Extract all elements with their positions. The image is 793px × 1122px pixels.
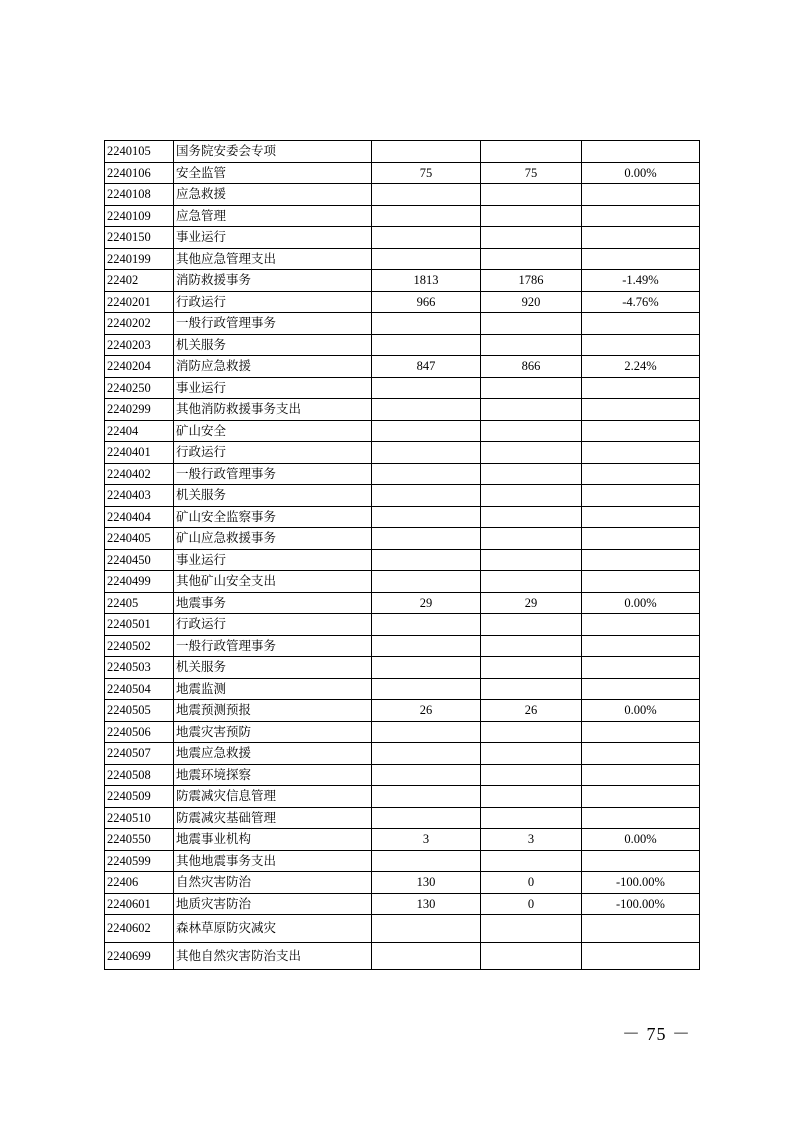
cell-change-rate <box>582 571 700 593</box>
cell-change-rate: 0.00% <box>582 700 700 722</box>
cell-change-rate <box>582 205 700 227</box>
cell-item-name: 一般行政管理事务 <box>174 313 372 335</box>
table-row <box>105 442 700 464</box>
table-row <box>105 356 700 378</box>
cell-change-rate: 0.00% <box>582 592 700 614</box>
cell-code: 2240199 <box>105 248 174 270</box>
cell-item-name: 行政运行 <box>174 291 372 313</box>
cell-change-rate <box>582 614 700 636</box>
cell-value-2 <box>481 571 582 593</box>
cell-value-2: 26 <box>481 700 582 722</box>
budget-table <box>104 140 700 970</box>
cell-change-rate <box>582 549 700 571</box>
cell-value-2 <box>481 807 582 829</box>
cell-value-1 <box>372 549 481 571</box>
cell-value-1 <box>372 420 481 442</box>
cell-value-2 <box>481 506 582 528</box>
cell-change-rate <box>582 635 700 657</box>
table-row <box>105 334 700 356</box>
cell-code: 2240202 <box>105 313 174 335</box>
table-row <box>105 506 700 528</box>
cell-value-1 <box>372 614 481 636</box>
cell-item-name: 地震预测预报 <box>174 700 372 722</box>
cell-change-rate <box>582 786 700 808</box>
cell-item-name: 地震事业机构 <box>174 829 372 851</box>
cell-value-1 <box>372 571 481 593</box>
cell-item-name: 其他自然灾害防治支出 <box>174 942 372 970</box>
cell-value-2 <box>481 205 582 227</box>
table-row <box>105 420 700 442</box>
cell-value-2 <box>481 549 582 571</box>
cell-item-name: 一般行政管理事务 <box>174 463 372 485</box>
cell-item-name: 防震减灾基础管理 <box>174 807 372 829</box>
table-row <box>105 829 700 851</box>
cell-item-name: 机关服务 <box>174 334 372 356</box>
cell-code: 2240602 <box>105 915 174 943</box>
cell-change-rate <box>582 420 700 442</box>
cell-change-rate: -100.00% <box>582 872 700 894</box>
cell-code: 2240204 <box>105 356 174 378</box>
cell-value-2 <box>481 313 582 335</box>
cell-item-name: 机关服务 <box>174 657 372 679</box>
cell-code: 2240403 <box>105 485 174 507</box>
table-body <box>105 141 700 970</box>
cell-value-1 <box>372 721 481 743</box>
cell-code: 2240599 <box>105 850 174 872</box>
cell-value-1 <box>372 248 481 270</box>
cell-value-2 <box>481 614 582 636</box>
cell-value-1 <box>372 377 481 399</box>
cell-value-2 <box>481 463 582 485</box>
cell-value-1 <box>372 678 481 700</box>
cell-value-2: 0 <box>481 872 582 894</box>
cell-change-rate <box>582 850 700 872</box>
table-row <box>105 592 700 614</box>
cell-value-1 <box>372 141 481 163</box>
cell-item-name: 事业运行 <box>174 377 372 399</box>
table-row <box>105 915 700 943</box>
cell-value-1 <box>372 942 481 970</box>
cell-change-rate <box>582 377 700 399</box>
cell-value-2: 1786 <box>481 270 582 292</box>
cell-code: 2240505 <box>105 700 174 722</box>
cell-change-rate <box>582 313 700 335</box>
cell-value-1: 3 <box>372 829 481 851</box>
cell-item-name: 消防救援事务 <box>174 270 372 292</box>
cell-item-name: 森林草原防灾减灾 <box>174 915 372 943</box>
cell-item-name: 其他地震事务支出 <box>174 850 372 872</box>
cell-code: 2240450 <box>105 549 174 571</box>
cell-value-1 <box>372 334 481 356</box>
cell-item-name: 矿山安全监察事务 <box>174 506 372 528</box>
cell-item-name: 国务院安委会专项 <box>174 141 372 163</box>
cell-value-2 <box>481 635 582 657</box>
cell-code: 22405 <box>105 592 174 614</box>
cell-code: 2240502 <box>105 635 174 657</box>
cell-code: 2240108 <box>105 184 174 206</box>
cell-code: 2240106 <box>105 162 174 184</box>
cell-change-rate: -100.00% <box>582 893 700 915</box>
cell-change-rate <box>582 657 700 679</box>
cell-value-1: 29 <box>372 592 481 614</box>
cell-code: 2240504 <box>105 678 174 700</box>
table-row <box>105 399 700 421</box>
cell-value-1 <box>372 442 481 464</box>
cell-code: 2240203 <box>105 334 174 356</box>
table-row <box>105 205 700 227</box>
cell-code: 2240507 <box>105 743 174 765</box>
cell-change-rate <box>582 743 700 765</box>
cell-item-name: 安全监管 <box>174 162 372 184</box>
cell-value-2: 29 <box>481 592 582 614</box>
cell-value-1 <box>372 915 481 943</box>
table-row <box>105 678 700 700</box>
cell-item-name: 其他消防救援事务支出 <box>174 399 372 421</box>
cell-value-1 <box>372 743 481 765</box>
cell-value-1 <box>372 227 481 249</box>
cell-value-1 <box>372 184 481 206</box>
cell-change-rate: -1.49% <box>582 270 700 292</box>
cell-value-2 <box>481 248 582 270</box>
table-row <box>105 786 700 808</box>
table-row <box>105 227 700 249</box>
cell-code: 2240499 <box>105 571 174 593</box>
table-row <box>105 743 700 765</box>
cell-code: 2240699 <box>105 942 174 970</box>
cell-code: 22406 <box>105 872 174 894</box>
table-row <box>105 141 700 163</box>
table-row <box>105 942 700 970</box>
cell-change-rate <box>582 915 700 943</box>
table-row <box>105 850 700 872</box>
cell-item-name: 应急救援 <box>174 184 372 206</box>
table-row <box>105 571 700 593</box>
cell-change-rate <box>582 485 700 507</box>
cell-item-name: 自然灾害防治 <box>174 872 372 894</box>
table-row <box>105 549 700 571</box>
cell-item-name: 其他应急管理支出 <box>174 248 372 270</box>
cell-change-rate <box>582 141 700 163</box>
cell-code: 2240405 <box>105 528 174 550</box>
table-row <box>105 807 700 829</box>
cell-value-2 <box>481 399 582 421</box>
cell-change-rate: 0.00% <box>582 829 700 851</box>
table-row <box>105 162 700 184</box>
cell-value-2 <box>481 141 582 163</box>
cell-code: 2240601 <box>105 893 174 915</box>
cell-value-2: 0 <box>481 893 582 915</box>
cell-value-1 <box>372 657 481 679</box>
cell-change-rate <box>582 248 700 270</box>
cell-value-1 <box>372 485 481 507</box>
cell-value-1: 966 <box>372 291 481 313</box>
cell-change-rate <box>582 442 700 464</box>
cell-change-rate <box>582 764 700 786</box>
cell-change-rate <box>582 399 700 421</box>
cell-code: 22402 <box>105 270 174 292</box>
cell-code: 2240250 <box>105 377 174 399</box>
cell-value-1: 130 <box>372 872 481 894</box>
cell-change-rate <box>582 942 700 970</box>
cell-item-name: 地震事务 <box>174 592 372 614</box>
page-number: － 75 － <box>622 1024 691 1044</box>
cell-code: 2240299 <box>105 399 174 421</box>
cell-change-rate: -4.76% <box>582 291 700 313</box>
cell-value-2: 75 <box>481 162 582 184</box>
cell-value-1: 1813 <box>372 270 481 292</box>
cell-value-2 <box>481 485 582 507</box>
cell-value-2 <box>481 764 582 786</box>
table-row <box>105 614 700 636</box>
cell-change-rate <box>582 678 700 700</box>
cell-code: 2240501 <box>105 614 174 636</box>
cell-change-rate: 0.00% <box>582 162 700 184</box>
cell-item-name: 消防应急救援 <box>174 356 372 378</box>
cell-value-2 <box>481 743 582 765</box>
cell-value-2 <box>481 657 582 679</box>
cell-code: 2240503 <box>105 657 174 679</box>
cell-value-1 <box>372 635 481 657</box>
cell-value-1 <box>372 313 481 335</box>
table-row <box>105 700 700 722</box>
cell-value-1 <box>372 506 481 528</box>
cell-change-rate <box>582 463 700 485</box>
table-row <box>105 721 700 743</box>
cell-value-2 <box>481 227 582 249</box>
cell-code: 2240401 <box>105 442 174 464</box>
cell-change-rate <box>582 506 700 528</box>
cell-code: 2240404 <box>105 506 174 528</box>
cell-change-rate: 2.24% <box>582 356 700 378</box>
cell-item-name: 事业运行 <box>174 227 372 249</box>
table-row <box>105 893 700 915</box>
cell-item-name: 防震减灾信息管理 <box>174 786 372 808</box>
table-row <box>105 485 700 507</box>
cell-item-name: 行政运行 <box>174 442 372 464</box>
cell-value-2 <box>481 942 582 970</box>
cell-code: 2240402 <box>105 463 174 485</box>
cell-value-1: 130 <box>372 893 481 915</box>
table-row <box>105 184 700 206</box>
cell-code: 2240150 <box>105 227 174 249</box>
cell-change-rate <box>582 334 700 356</box>
cell-item-name: 地震监测 <box>174 678 372 700</box>
cell-value-2 <box>481 420 582 442</box>
cell-item-name: 事业运行 <box>174 549 372 571</box>
table-row <box>105 313 700 335</box>
table-row <box>105 764 700 786</box>
cell-value-1 <box>372 205 481 227</box>
table-row <box>105 872 700 894</box>
cell-code: 2240105 <box>105 141 174 163</box>
cell-value-2 <box>481 334 582 356</box>
cell-item-name: 其他矿山安全支出 <box>174 571 372 593</box>
cell-value-1 <box>372 528 481 550</box>
table-row <box>105 291 700 313</box>
cell-item-name: 机关服务 <box>174 485 372 507</box>
cell-change-rate <box>582 807 700 829</box>
cell-code: 2240550 <box>105 829 174 851</box>
cell-item-name: 地震环境探察 <box>174 764 372 786</box>
cell-value-2: 866 <box>481 356 582 378</box>
cell-value-1: 26 <box>372 700 481 722</box>
cell-change-rate <box>582 184 700 206</box>
cell-value-1 <box>372 399 481 421</box>
cell-value-2 <box>481 442 582 464</box>
cell-item-name: 一般行政管理事务 <box>174 635 372 657</box>
cell-value-2: 920 <box>481 291 582 313</box>
table-row <box>105 248 700 270</box>
cell-code: 2240508 <box>105 764 174 786</box>
cell-item-name: 行政运行 <box>174 614 372 636</box>
cell-code: 2240506 <box>105 721 174 743</box>
cell-item-name: 矿山应急救援事务 <box>174 528 372 550</box>
cell-change-rate <box>582 721 700 743</box>
table-row <box>105 635 700 657</box>
cell-value-2 <box>481 915 582 943</box>
table-row <box>105 528 700 550</box>
table-row <box>105 657 700 679</box>
cell-value-2: 3 <box>481 829 582 851</box>
cell-code: 2240509 <box>105 786 174 808</box>
cell-value-2 <box>481 721 582 743</box>
cell-item-name: 应急管理 <box>174 205 372 227</box>
cell-value-1 <box>372 463 481 485</box>
cell-value-2 <box>481 528 582 550</box>
cell-change-rate <box>582 227 700 249</box>
cell-item-name: 地震灾害预防 <box>174 721 372 743</box>
cell-value-1 <box>372 807 481 829</box>
cell-code: 2240510 <box>105 807 174 829</box>
table-row <box>105 270 700 292</box>
cell-change-rate <box>582 528 700 550</box>
table-row <box>105 377 700 399</box>
cell-code: 2240201 <box>105 291 174 313</box>
cell-item-name: 地质灾害防治 <box>174 893 372 915</box>
cell-value-1: 847 <box>372 356 481 378</box>
cell-value-2 <box>481 678 582 700</box>
cell-value-2 <box>481 786 582 808</box>
cell-value-2 <box>481 184 582 206</box>
cell-value-1 <box>372 786 481 808</box>
cell-item-name: 地震应急救援 <box>174 743 372 765</box>
cell-item-name: 矿山安全 <box>174 420 372 442</box>
cell-code: 22404 <box>105 420 174 442</box>
cell-value-1 <box>372 850 481 872</box>
cell-value-1 <box>372 764 481 786</box>
cell-value-1: 75 <box>372 162 481 184</box>
cell-value-2 <box>481 377 582 399</box>
cell-code: 2240109 <box>105 205 174 227</box>
table-row <box>105 463 700 485</box>
cell-value-2 <box>481 850 582 872</box>
